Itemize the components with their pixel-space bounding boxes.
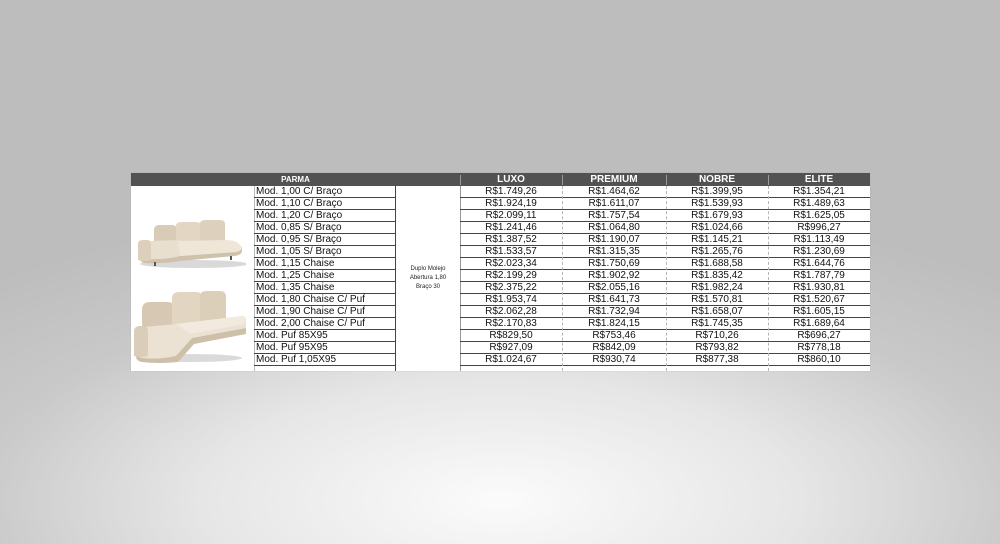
model-name: Mod. 1,80 Chaise C/ Puf [254, 294, 395, 306]
price-nobre: R$1.539,93 [691, 198, 743, 209]
model-name: Mod. Puf 95X95 [254, 342, 395, 354]
price-elite: R$1.489,63 [793, 198, 845, 209]
table-row [460, 318, 870, 330]
price-nobre: R$1.679,93 [691, 210, 743, 221]
column-header-nobre: NOBRE [698, 174, 736, 185]
price-elite: R$696,27 [797, 330, 841, 341]
column-header-elite: ELITE [804, 174, 834, 185]
price-table-sheet [131, 173, 870, 371]
price-premium: R$1.190,07 [588, 234, 640, 245]
chaise-sofa-image [132, 290, 246, 364]
price-nobre: R$710,26 [695, 330, 739, 341]
price-luxo: R$2.023,34 [485, 258, 537, 269]
model-name: Mod. 0,95 S/ Braço [254, 234, 395, 246]
price-elite: R$1.625,05 [793, 210, 845, 221]
price-luxo: R$1.387,52 [485, 234, 537, 245]
price-premium: R$1.315,35 [588, 246, 640, 257]
header-divider [460, 175, 461, 185]
price-luxo: R$2.375,22 [485, 282, 537, 293]
table-row [460, 354, 870, 366]
price-premium: R$1.902,92 [588, 270, 640, 281]
description-text [396, 265, 460, 292]
column-divider [666, 186, 667, 371]
price-luxo: R$1.533,57 [485, 246, 537, 257]
table-row [460, 282, 870, 294]
price-luxo: R$1.241,46 [485, 222, 537, 233]
price-nobre: R$793,82 [695, 342, 739, 353]
price-premium: R$1.750,69 [588, 258, 640, 269]
price-elite: R$996,27 [797, 222, 841, 233]
price-premium: R$1.641,73 [588, 294, 640, 305]
price-luxo: R$1.953,74 [485, 294, 537, 305]
price-premium: R$1.611,07 [588, 198, 640, 209]
model-name: Mod. 2,00 Chaise C/ Puf [254, 318, 395, 330]
price-nobre: R$1.835,42 [691, 270, 743, 281]
product-image-cell [131, 186, 255, 371]
table-row [460, 246, 870, 258]
table-row [460, 234, 870, 246]
price-luxo: R$2.170,83 [485, 318, 537, 329]
price-elite: R$1.354,21 [793, 186, 845, 197]
price-luxo: R$927,09 [489, 342, 533, 353]
model-name: Mod. 1,00 C/ Braço [254, 186, 395, 198]
price-nobre: R$1.688,58 [691, 258, 743, 269]
model-name: Mod. Puf 1,05X95 [254, 354, 395, 366]
price-nobre: R$1.399,95 [691, 186, 743, 197]
price-premium: R$1.824,15 [588, 318, 640, 329]
price-nobre: R$1.745,35 [691, 318, 743, 329]
price-luxo: R$1.024,67 [485, 354, 537, 365]
price-elite: R$1.644,76 [793, 258, 845, 269]
model-name: Mod. 1,35 Chaise [254, 282, 395, 294]
price-premium: R$1.064,80 [588, 222, 640, 233]
price-premium: R$753,46 [592, 330, 636, 341]
price-elite: R$1.520,67 [793, 294, 845, 305]
model-name: Mod. Puf 85X95 [254, 330, 395, 342]
price-luxo: R$2.062,28 [485, 306, 537, 317]
model-name: Mod. 1,90 Chaise C/ Puf [254, 306, 395, 318]
table-row [460, 210, 870, 222]
header-divider [666, 175, 667, 185]
price-elite: R$1.605,15 [793, 306, 845, 317]
header-divider [562, 175, 563, 185]
table-row [460, 294, 870, 306]
table-row [460, 342, 870, 354]
group-header: PARMA [281, 175, 310, 184]
table-row [460, 270, 870, 282]
model-name: Mod. 0,85 S/ Braço [254, 222, 395, 234]
price-luxo: R$1.924,19 [485, 198, 537, 209]
price-elite: R$1.113,49 [793, 234, 845, 245]
price-elite: R$1.787,79 [793, 270, 845, 281]
price-luxo: R$2.199,29 [485, 270, 537, 281]
table-header [131, 173, 870, 186]
description-line: Braço 30 [415, 284, 440, 290]
table-row [460, 330, 870, 342]
model-name: Mod. 1,10 C/ Braço [254, 198, 395, 210]
price-premium: R$842,09 [592, 342, 636, 353]
description-line: Abertura 1,80 [409, 275, 447, 281]
price-elite: R$860,10 [797, 354, 841, 365]
table-row [460, 306, 870, 318]
model-name: Mod. 1,15 Chaise [254, 258, 395, 270]
price-elite: R$778,18 [797, 342, 841, 353]
price-premium: R$1.464,62 [588, 186, 640, 197]
description-line: Duplo Molejo [410, 266, 446, 272]
price-nobre: R$1.265,76 [691, 246, 743, 257]
price-nobre: R$1.982,24 [691, 282, 743, 293]
column-divider [768, 186, 769, 371]
price-premium: R$1.757,54 [588, 210, 640, 221]
header-divider [768, 175, 769, 185]
price-premium: R$2.055,16 [588, 282, 640, 293]
price-nobre: R$1.024,66 [691, 222, 743, 233]
price-luxo: R$829,50 [489, 330, 533, 341]
table-row [460, 198, 870, 210]
modular-sofa-image [134, 216, 246, 270]
price-premium: R$1.732,94 [588, 306, 640, 317]
price-nobre: R$877,38 [695, 354, 739, 365]
description-cell [396, 186, 461, 371]
price-luxo: R$2.099,11 [485, 210, 537, 221]
table-row [460, 258, 870, 270]
column-header-premium: PREMIUM [590, 174, 638, 185]
price-elite: R$1.230,69 [793, 246, 845, 257]
price-nobre: R$1.145,21 [691, 234, 743, 245]
price-premium: R$930,74 [592, 354, 636, 365]
price-nobre: R$1.658,07 [691, 306, 743, 317]
table-row [460, 186, 870, 198]
model-name: Mod. 1,20 C/ Braço [254, 210, 395, 222]
model-name: Mod. 1,05 S/ Braço [254, 246, 395, 258]
price-luxo: R$1.749,26 [485, 186, 537, 197]
model-name: Mod. 1,25 Chaise [254, 270, 395, 282]
price-nobre: R$1.570,81 [691, 294, 743, 305]
table-row [460, 222, 870, 234]
price-elite: R$1.930,81 [793, 282, 845, 293]
column-header-luxo: LUXO [497, 174, 525, 185]
column-divider [562, 186, 563, 371]
price-elite: R$1.689,64 [793, 318, 845, 329]
